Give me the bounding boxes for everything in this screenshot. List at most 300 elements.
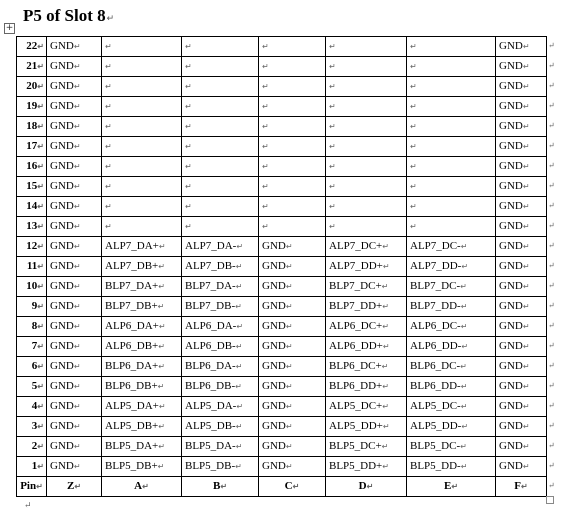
cell-f[interactable] (496, 357, 547, 377)
cell-pin[interactable] (17, 57, 47, 77)
cell-b[interactable] (182, 357, 259, 377)
cell-e[interactable] (407, 377, 496, 397)
cell-d[interactable] (326, 37, 407, 57)
cell-c[interactable] (259, 97, 326, 117)
cell-b[interactable] (182, 137, 259, 157)
cell-d[interactable] (326, 117, 407, 137)
cell-e[interactable] (407, 397, 496, 417)
cell-c[interactable] (259, 397, 326, 417)
cell-mark: ↵ (158, 282, 165, 291)
cell-text: 8 (31, 320, 38, 332)
cell-text: ALP7_DB+ (105, 260, 159, 272)
cell-b[interactable] (182, 217, 259, 237)
cell-z[interactable] (47, 357, 102, 377)
cell-pin[interactable] (17, 177, 47, 197)
cell-mark: ↵ (185, 202, 192, 211)
cell-b[interactable] (182, 417, 259, 437)
cell-mark: ↵ (262, 102, 269, 111)
cell-a[interactable] (102, 77, 182, 97)
cell-f[interactable] (496, 237, 547, 257)
cell-text: ALP5_DD- (410, 420, 462, 432)
cell-mark: ↵ (157, 302, 165, 311)
cell-f[interactable] (496, 437, 547, 457)
cell-mark: ↵ (292, 482, 300, 491)
row-end-mark: ↵ (548, 481, 555, 490)
cell-c[interactable] (259, 57, 326, 77)
cell-e[interactable] (407, 177, 496, 197)
cell-z[interactable] (47, 417, 102, 437)
cell-c[interactable] (259, 197, 326, 217)
cell-a[interactable] (102, 117, 182, 137)
cell-mark: ↵ (73, 162, 81, 171)
cell-mark: ↵ (382, 382, 389, 391)
row-end-mark: ↵ (548, 461, 555, 470)
cell-text: GND (50, 360, 74, 372)
cell-b[interactable] (182, 257, 259, 277)
row-end-mark: ↵ (548, 381, 555, 390)
cell-mark: ↵ (73, 342, 81, 351)
cell-a[interactable] (102, 197, 182, 217)
column-header-a[interactable] (102, 477, 182, 497)
cell-c[interactable] (259, 77, 326, 97)
paragraph-mark-bottom: ↵ (24, 500, 32, 510)
cell-z[interactable] (47, 277, 102, 297)
cell-pin[interactable] (17, 337, 47, 357)
cell-d[interactable] (326, 437, 407, 457)
cell-b[interactable] (182, 237, 259, 257)
cell-c[interactable] (259, 297, 326, 317)
cell-text: 17 (26, 140, 38, 152)
cell-mark: ↵ (329, 122, 336, 131)
cell-text: GND (499, 340, 523, 352)
cell-b[interactable] (182, 397, 259, 417)
cell-text: BLP5_DA- (185, 440, 236, 452)
cell-a[interactable] (102, 337, 182, 357)
cell-pin[interactable] (17, 257, 47, 277)
cell-z[interactable] (47, 397, 102, 417)
cell-b[interactable] (182, 77, 259, 97)
cell-e[interactable] (407, 357, 496, 377)
cell-text: 3 (31, 420, 38, 432)
cell-text: GND (262, 400, 286, 412)
cell-pin[interactable] (17, 37, 47, 57)
cell-d[interactable] (326, 217, 407, 237)
cell-mark: ↵ (460, 362, 467, 371)
cell-a[interactable] (102, 457, 182, 477)
cell-f[interactable] (496, 317, 547, 337)
table-row (17, 417, 547, 437)
cell-d[interactable] (326, 297, 407, 317)
cell-text: BLP7_DA+ (105, 280, 159, 292)
cell-d[interactable] (326, 57, 407, 77)
cell-e[interactable] (407, 57, 496, 77)
column-header-b[interactable] (182, 477, 259, 497)
cell-z[interactable] (47, 157, 102, 177)
cell-mark: ↵ (521, 482, 528, 491)
cell-text: GND (50, 200, 74, 212)
cell-text: GND (50, 340, 74, 352)
cell-f[interactable] (496, 277, 547, 297)
cell-mark: ↵ (285, 242, 293, 251)
cell-text: GND (499, 260, 523, 272)
cell-mark: ↵ (262, 162, 269, 171)
page-title (23, 6, 114, 26)
cell-a[interactable] (102, 97, 182, 117)
cell-mark: ↵ (157, 382, 165, 391)
cell-mark: ↵ (522, 82, 530, 91)
cell-f[interactable] (496, 397, 547, 417)
cell-mark: ↵ (73, 202, 81, 211)
cell-d[interactable] (326, 257, 407, 277)
cell-c[interactable] (259, 237, 326, 257)
cell-e[interactable] (407, 457, 496, 477)
cell-pin[interactable] (17, 97, 47, 117)
cell-e[interactable] (407, 117, 496, 137)
table-row (17, 177, 547, 197)
table-row (17, 377, 547, 397)
cell-text: 9 (31, 300, 38, 312)
row-end-marks (548, 36, 560, 496)
cell-mark: ↵ (522, 322, 530, 331)
cell-text: ALP5_DB- (185, 420, 236, 432)
cell-e[interactable] (407, 437, 496, 457)
table-move-handle-icon[interactable]: + (5, 23, 14, 33)
cell-text: GND (499, 400, 523, 412)
cell-mark: ↵ (37, 62, 44, 71)
cell-text: GND (50, 100, 74, 112)
cell-a[interactable] (102, 57, 182, 77)
cell-e[interactable] (407, 417, 496, 437)
cell-a[interactable] (102, 437, 182, 457)
cell-d[interactable] (326, 137, 407, 157)
cell-d[interactable] (326, 357, 407, 377)
cell-z[interactable] (47, 337, 102, 357)
cell-f[interactable] (496, 297, 547, 317)
cell-z[interactable] (47, 197, 102, 217)
cell-mark: ↵ (185, 62, 192, 71)
cell-c[interactable] (259, 317, 326, 337)
cell-f[interactable] (496, 257, 547, 277)
cell-z[interactable] (47, 77, 102, 97)
cell-text: BLP6_DB+ (105, 380, 158, 392)
cell-e[interactable] (407, 337, 496, 357)
cell-mark: ↵ (37, 402, 44, 411)
cell-f[interactable] (496, 217, 547, 237)
cell-a[interactable] (102, 257, 182, 277)
cell-mark: ↵ (382, 302, 389, 311)
cell-pin[interactable] (17, 117, 47, 137)
cell-text: BLP5_DC- (410, 440, 461, 452)
column-header-pin[interactable] (17, 477, 47, 497)
cell-text: GND (499, 320, 523, 332)
row-end-mark: ↵ (548, 61, 555, 70)
cell-mark: ↵ (105, 62, 112, 71)
cell-mark: ↵ (105, 102, 112, 111)
cell-f[interactable] (496, 417, 547, 437)
cell-a[interactable] (102, 377, 182, 397)
cell-text: 5 (31, 380, 38, 392)
cell-e[interactable] (407, 137, 496, 157)
cell-mark: ↵ (37, 242, 44, 251)
cell-text: GND (50, 320, 74, 332)
cell-b[interactable] (182, 317, 259, 337)
cell-f[interactable] (496, 97, 547, 117)
cell-c[interactable] (259, 377, 326, 397)
cell-d[interactable] (326, 197, 407, 217)
cell-d[interactable] (326, 177, 407, 197)
cell-b[interactable] (182, 457, 259, 477)
column-header-e[interactable] (407, 477, 496, 497)
cell-mark: ↵ (158, 422, 165, 431)
cell-pin[interactable] (17, 277, 47, 297)
cell-d[interactable] (326, 277, 407, 297)
cell-e[interactable] (407, 97, 496, 117)
cell-z[interactable] (47, 97, 102, 117)
cell-d[interactable] (326, 397, 407, 417)
cell-mark: ↵ (329, 62, 336, 71)
cell-mark: ↵ (381, 442, 389, 451)
cell-mark: ↵ (235, 302, 242, 311)
cell-a[interactable] (102, 137, 182, 157)
cell-e[interactable] (407, 157, 496, 177)
cell-a[interactable] (102, 297, 182, 317)
cell-z[interactable] (47, 437, 102, 457)
cell-a[interactable] (102, 37, 182, 57)
cell-b[interactable] (182, 437, 259, 457)
cell-c[interactable] (259, 277, 326, 297)
cell-c[interactable] (259, 157, 326, 177)
cell-mark: ↵ (410, 222, 417, 231)
cell-d[interactable] (326, 337, 407, 357)
cell-text: ALP6_DD+ (329, 340, 383, 352)
cell-z[interactable] (47, 317, 102, 337)
cell-pin[interactable] (17, 157, 47, 177)
cell-b[interactable] (182, 37, 259, 57)
cell-pin[interactable] (17, 237, 47, 257)
cell-mark: ↵ (105, 182, 112, 191)
cell-e[interactable] (407, 257, 496, 277)
cell-text: GND (262, 380, 286, 392)
cell-mark: ↵ (285, 262, 293, 271)
cell-e[interactable] (407, 277, 496, 297)
cell-f[interactable] (496, 337, 547, 357)
table-row (17, 217, 547, 237)
cell-pin[interactable] (17, 457, 47, 477)
cell-d[interactable] (326, 457, 407, 477)
cell-c[interactable] (259, 437, 326, 457)
cell-a[interactable] (102, 177, 182, 197)
cell-text: ALP5_DD+ (329, 420, 383, 432)
cell-c[interactable] (259, 217, 326, 237)
cell-e[interactable] (407, 297, 496, 317)
cell-text: ALP6_DB+ (105, 340, 159, 352)
cell-text: GND (499, 140, 523, 152)
cell-mark: ↵ (105, 42, 112, 51)
cell-text: 19 (26, 100, 38, 112)
cell-f[interactable] (496, 197, 547, 217)
cell-a[interactable] (102, 237, 182, 257)
cell-text: GND (262, 320, 286, 332)
cell-mark: ↵ (73, 442, 81, 451)
cell-pin[interactable] (17, 217, 47, 237)
cell-z[interactable] (47, 37, 102, 57)
cell-f[interactable] (496, 57, 547, 77)
cell-text: BLP6_DB- (185, 380, 236, 392)
cell-mark: ↵ (37, 142, 44, 151)
cell-mark: ↵ (382, 402, 389, 411)
cell-pin[interactable] (17, 297, 47, 317)
cell-mark: ↵ (460, 282, 467, 291)
cell-c[interactable] (259, 117, 326, 137)
cell-mark: ↵ (73, 382, 81, 391)
cell-mark: ↵ (382, 242, 389, 251)
cell-z[interactable] (47, 237, 102, 257)
column-header-c[interactable] (259, 477, 326, 497)
cell-mark: ↵ (285, 322, 293, 331)
cell-text: ALP7_DC- (410, 240, 461, 252)
cell-z[interactable] (47, 177, 102, 197)
cell-z[interactable] (47, 457, 102, 477)
column-header-z[interactable] (47, 477, 102, 497)
cell-b[interactable] (182, 337, 259, 357)
cell-e[interactable] (407, 77, 496, 97)
cell-mark: ↵ (522, 402, 530, 411)
cell-z[interactable] (47, 137, 102, 157)
cell-d[interactable] (326, 97, 407, 117)
cell-c[interactable] (259, 357, 326, 377)
row-end-mark: ↵ (548, 341, 555, 350)
cell-a[interactable] (102, 317, 182, 337)
cell-b[interactable] (182, 97, 259, 117)
cell-z[interactable] (47, 377, 102, 397)
cell-mark: ↵ (73, 42, 81, 51)
cell-text: ALP7_DD- (410, 260, 462, 272)
cell-d[interactable] (326, 237, 407, 257)
column-header-d[interactable] (326, 477, 407, 497)
cell-mark: ↵ (37, 162, 44, 171)
cell-e[interactable] (407, 317, 496, 337)
table-row (17, 237, 547, 257)
cell-e[interactable] (407, 197, 496, 217)
cell-mark: ↵ (37, 442, 44, 451)
cell-b[interactable] (182, 157, 259, 177)
cell-f[interactable] (496, 117, 547, 137)
cell-mark: ↵ (73, 462, 81, 471)
cell-pin[interactable] (17, 197, 47, 217)
cell-b[interactable] (182, 277, 259, 297)
table-resize-handle-icon[interactable] (546, 496, 554, 504)
cell-b[interactable] (182, 377, 259, 397)
cell-z[interactable] (47, 57, 102, 77)
pin-table (16, 36, 547, 497)
cell-text: BLP6_DA- (185, 360, 236, 372)
cell-b[interactable] (182, 117, 259, 137)
cell-mark: ↵ (285, 342, 293, 351)
cell-mark: ↵ (73, 102, 81, 111)
cell-mark: ↵ (410, 162, 417, 171)
cell-c[interactable] (259, 417, 326, 437)
cell-pin[interactable] (17, 77, 47, 97)
cell-f[interactable] (496, 177, 547, 197)
cell-text: GND (50, 60, 74, 72)
cell-mark: ↵ (522, 222, 530, 231)
cell-a[interactable] (102, 357, 182, 377)
cell-z[interactable] (47, 117, 102, 137)
cell-z[interactable] (47, 217, 102, 237)
cell-b[interactable] (182, 57, 259, 77)
cell-pin[interactable] (17, 437, 47, 457)
column-header-f[interactable] (496, 477, 547, 497)
cell-e[interactable] (407, 37, 496, 57)
cell-text: GND (499, 180, 523, 192)
cell-d[interactable] (326, 77, 407, 97)
cell-c[interactable] (259, 337, 326, 357)
cell-pin[interactable] (17, 357, 47, 377)
cell-mark: ↵ (73, 122, 81, 131)
cell-mark: ↵ (73, 302, 81, 311)
cell-pin[interactable] (17, 397, 47, 417)
cell-text: BLP6_DD+ (329, 380, 383, 392)
cell-pin[interactable] (17, 137, 47, 157)
cell-e[interactable] (407, 217, 496, 237)
cell-b[interactable] (182, 297, 259, 317)
cell-text: ALP6_DA+ (105, 320, 159, 332)
cell-mark: ↵ (158, 322, 166, 331)
cell-text: BLP5_DD+ (329, 460, 383, 472)
cell-a[interactable] (102, 157, 182, 177)
cell-text: GND (499, 460, 523, 472)
cell-c[interactable] (259, 137, 326, 157)
cell-mark: ↵ (37, 202, 44, 211)
cell-d[interactable] (326, 157, 407, 177)
cell-c[interactable] (259, 37, 326, 57)
cell-e[interactable] (407, 237, 496, 257)
cell-a[interactable] (102, 217, 182, 237)
cell-a[interactable] (102, 277, 182, 297)
cell-text: 14 (26, 200, 38, 212)
cell-f[interactable] (496, 377, 547, 397)
cell-d[interactable] (326, 377, 407, 397)
cell-c[interactable] (259, 177, 326, 197)
cell-text: BLP7_DD- (410, 300, 461, 312)
cell-f[interactable] (496, 37, 547, 57)
cell-d[interactable] (326, 317, 407, 337)
cell-f[interactable] (496, 137, 547, 157)
cell-f[interactable] (496, 457, 547, 477)
paragraph-mark: ↵ (106, 13, 115, 23)
cell-a[interactable] (102, 397, 182, 417)
cell-f[interactable] (496, 77, 547, 97)
cell-c[interactable] (259, 457, 326, 477)
cell-f[interactable] (496, 157, 547, 177)
cell-d[interactable] (326, 417, 407, 437)
cell-a[interactable] (102, 417, 182, 437)
cell-pin[interactable] (17, 377, 47, 397)
cell-z[interactable] (47, 297, 102, 317)
cell-pin[interactable] (17, 317, 47, 337)
header-text: B (212, 480, 221, 492)
cell-mark: ↵ (185, 102, 192, 111)
cell-text: BLP7_DB+ (105, 300, 158, 312)
cell-pin[interactable] (17, 417, 47, 437)
cell-b[interactable] (182, 177, 259, 197)
cell-b[interactable] (182, 197, 259, 217)
cell-mark: ↵ (382, 322, 389, 331)
cell-mark: ↵ (158, 402, 166, 411)
cell-z[interactable] (47, 257, 102, 277)
cell-c[interactable] (259, 257, 326, 277)
cell-mark: ↵ (235, 382, 242, 391)
